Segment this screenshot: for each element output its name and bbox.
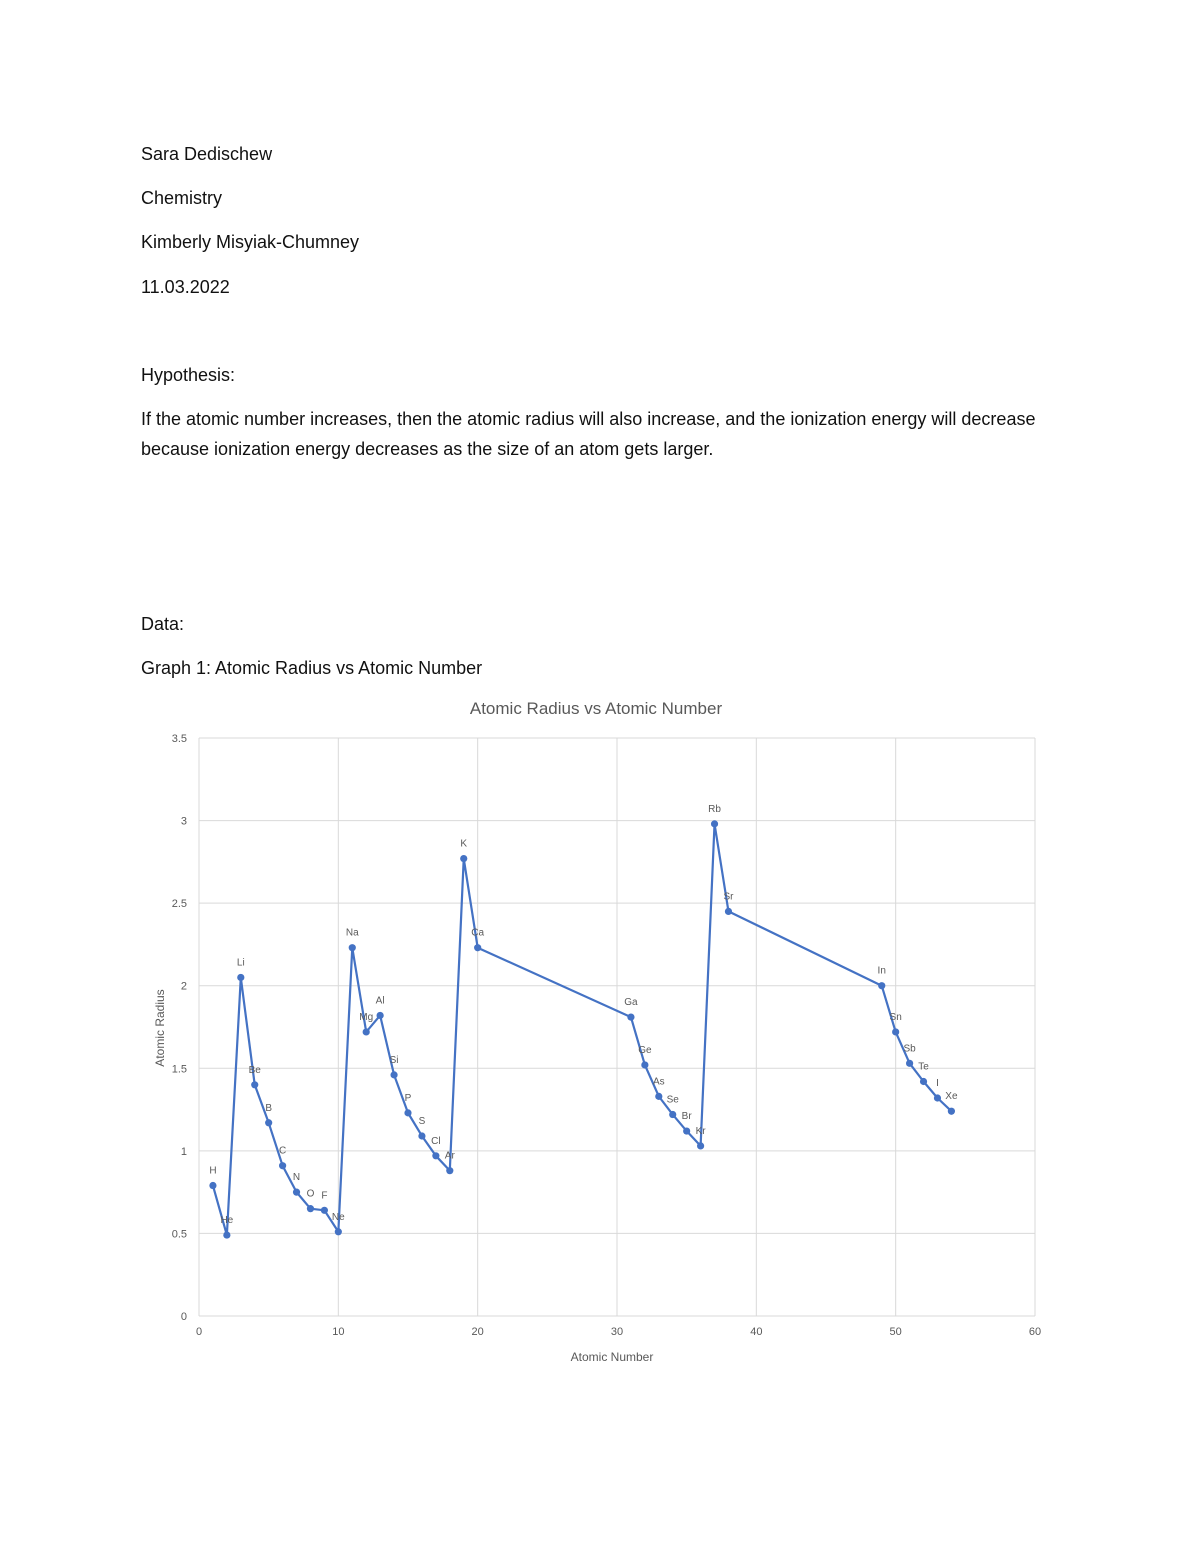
point-label-ne: Ne: [331, 1211, 345, 1223]
teacher-name: Kimberly Misyiak-Chumney: [141, 232, 360, 252]
data-point-h: [209, 1182, 216, 1189]
point-label-o: O: [306, 1188, 315, 1200]
point-label-sr: Sr: [723, 891, 734, 903]
document-date: 11.03.2022: [141, 277, 230, 297]
data-point-sn: [892, 1028, 899, 1035]
point-label-sb: Sb: [903, 1043, 916, 1055]
data-point-xe: [948, 1108, 955, 1115]
point-label-p: P: [404, 1092, 412, 1104]
data-point-s: [418, 1132, 425, 1139]
point-label-b: B: [265, 1102, 273, 1114]
series-line: [213, 824, 951, 1235]
point-label-na: Na: [345, 927, 359, 939]
data-point-br: [683, 1127, 690, 1134]
data-point-se: [669, 1111, 676, 1118]
data-point-he: [223, 1231, 230, 1238]
data-point-rb: [711, 820, 718, 827]
data-point-k: [460, 855, 467, 862]
data-point-p: [404, 1109, 411, 1116]
point-label-ca: Ca: [471, 927, 485, 939]
data-point-al: [377, 1012, 384, 1019]
point-label-mg: Mg: [359, 1011, 374, 1023]
point-label-f: F: [321, 1190, 328, 1202]
x-tick-label: 50: [889, 1326, 902, 1338]
point-label-ga: Ga: [624, 997, 638, 1009]
x-tick-label: 30: [610, 1326, 624, 1338]
data-point-te: [920, 1078, 927, 1085]
hypothesis-text: If the atomic number increases, then the atomic radius will also increase, and the ionization energy will decrease because ionization energy decreases as the size of an atom gets larger.: [141, 409, 1036, 459]
point-label-li: Li: [236, 957, 245, 969]
y-tick-label: 2: [180, 980, 187, 993]
point-label-k: K: [460, 838, 468, 850]
point-label-ar: Ar: [444, 1150, 455, 1162]
data-point-sr: [725, 908, 732, 915]
chart-series: [209, 820, 955, 1238]
point-label-be: Be: [248, 1064, 261, 1076]
point-label-te: Te: [918, 1061, 929, 1073]
point-label-s: S: [418, 1115, 426, 1127]
chart-grid: [199, 738, 1035, 1316]
point-label-se: Se: [666, 1094, 679, 1106]
data-point-kr: [697, 1142, 704, 1149]
point-label-he: He: [220, 1215, 234, 1227]
data-point-ga: [627, 1013, 634, 1020]
data-point-i: [934, 1094, 941, 1101]
point-label-xe: Xe: [945, 1091, 958, 1103]
hypothesis-heading: Hypothesis:: [141, 365, 236, 385]
data-heading: Data:: [141, 614, 185, 634]
x-tick-label: 10: [332, 1326, 345, 1338]
data-point-b: [265, 1119, 272, 1126]
data-point-o: [307, 1205, 314, 1212]
data-point-cl: [432, 1152, 439, 1159]
y-tick-label: 0.5: [171, 1228, 187, 1241]
data-point-mg: [363, 1028, 370, 1035]
y-tick-label: 3: [180, 815, 187, 828]
y-tick-label: 3.5: [171, 733, 187, 745]
point-label-i: I: [936, 1078, 939, 1090]
graph-caption: Graph 1: Atomic Radius vs Atomic Number: [141, 658, 483, 678]
data-point-sb: [906, 1060, 913, 1067]
point-label-n: N: [292, 1172, 301, 1184]
subject-name: Chemistry: [141, 188, 223, 208]
atomic-radius-chart: [140, 690, 1060, 1370]
point-label-h: H: [209, 1165, 217, 1177]
x-tick-label: 0: [195, 1326, 203, 1338]
data-point-c: [279, 1162, 286, 1169]
point-label-as: As: [652, 1076, 665, 1088]
data-point-li: [237, 974, 244, 981]
data-point-na: [349, 944, 356, 951]
data-point-ca: [474, 944, 481, 951]
data-point-be: [251, 1081, 258, 1088]
data-point-f: [321, 1207, 328, 1214]
y-tick-label: 2.5: [171, 898, 187, 911]
x-tick-label: 60: [1028, 1326, 1042, 1338]
y-tick-label: 0: [180, 1311, 187, 1323]
point-label-sn: Sn: [889, 1011, 902, 1023]
chart-title: Atomic Radius vs Atomic Number: [469, 699, 723, 718]
chart-axes: [172, 733, 1041, 1338]
data-point-ge: [641, 1061, 648, 1068]
chart-point-labels: [209, 804, 958, 1226]
data-point-in: [878, 982, 885, 989]
y-axis-title: Atomic Radius: [153, 989, 167, 1067]
point-label-rb: Rb: [708, 803, 721, 815]
point-label-al: Al: [375, 995, 385, 1007]
data-point-as: [655, 1093, 662, 1100]
data-point-n: [293, 1189, 300, 1196]
point-label-cl: Cl: [431, 1135, 441, 1147]
data-point-ne: [335, 1228, 342, 1235]
x-tick-label: 20: [471, 1326, 484, 1338]
y-tick-label: 1.5: [171, 1063, 187, 1076]
author-name: Sara Dedischew: [141, 144, 273, 164]
x-axis-title: Atomic Number: [570, 1350, 654, 1364]
data-point-si: [390, 1071, 397, 1078]
point-label-kr: Kr: [695, 1125, 706, 1137]
point-label-c: C: [278, 1145, 287, 1157]
point-label-br: Br: [681, 1111, 692, 1123]
data-point-ar: [446, 1167, 453, 1174]
point-label-in: In: [877, 965, 886, 977]
y-tick-label: 1: [180, 1145, 187, 1158]
point-label-ge: Ge: [638, 1044, 652, 1056]
x-tick-label: 40: [750, 1326, 763, 1338]
point-label-si: Si: [389, 1054, 399, 1066]
